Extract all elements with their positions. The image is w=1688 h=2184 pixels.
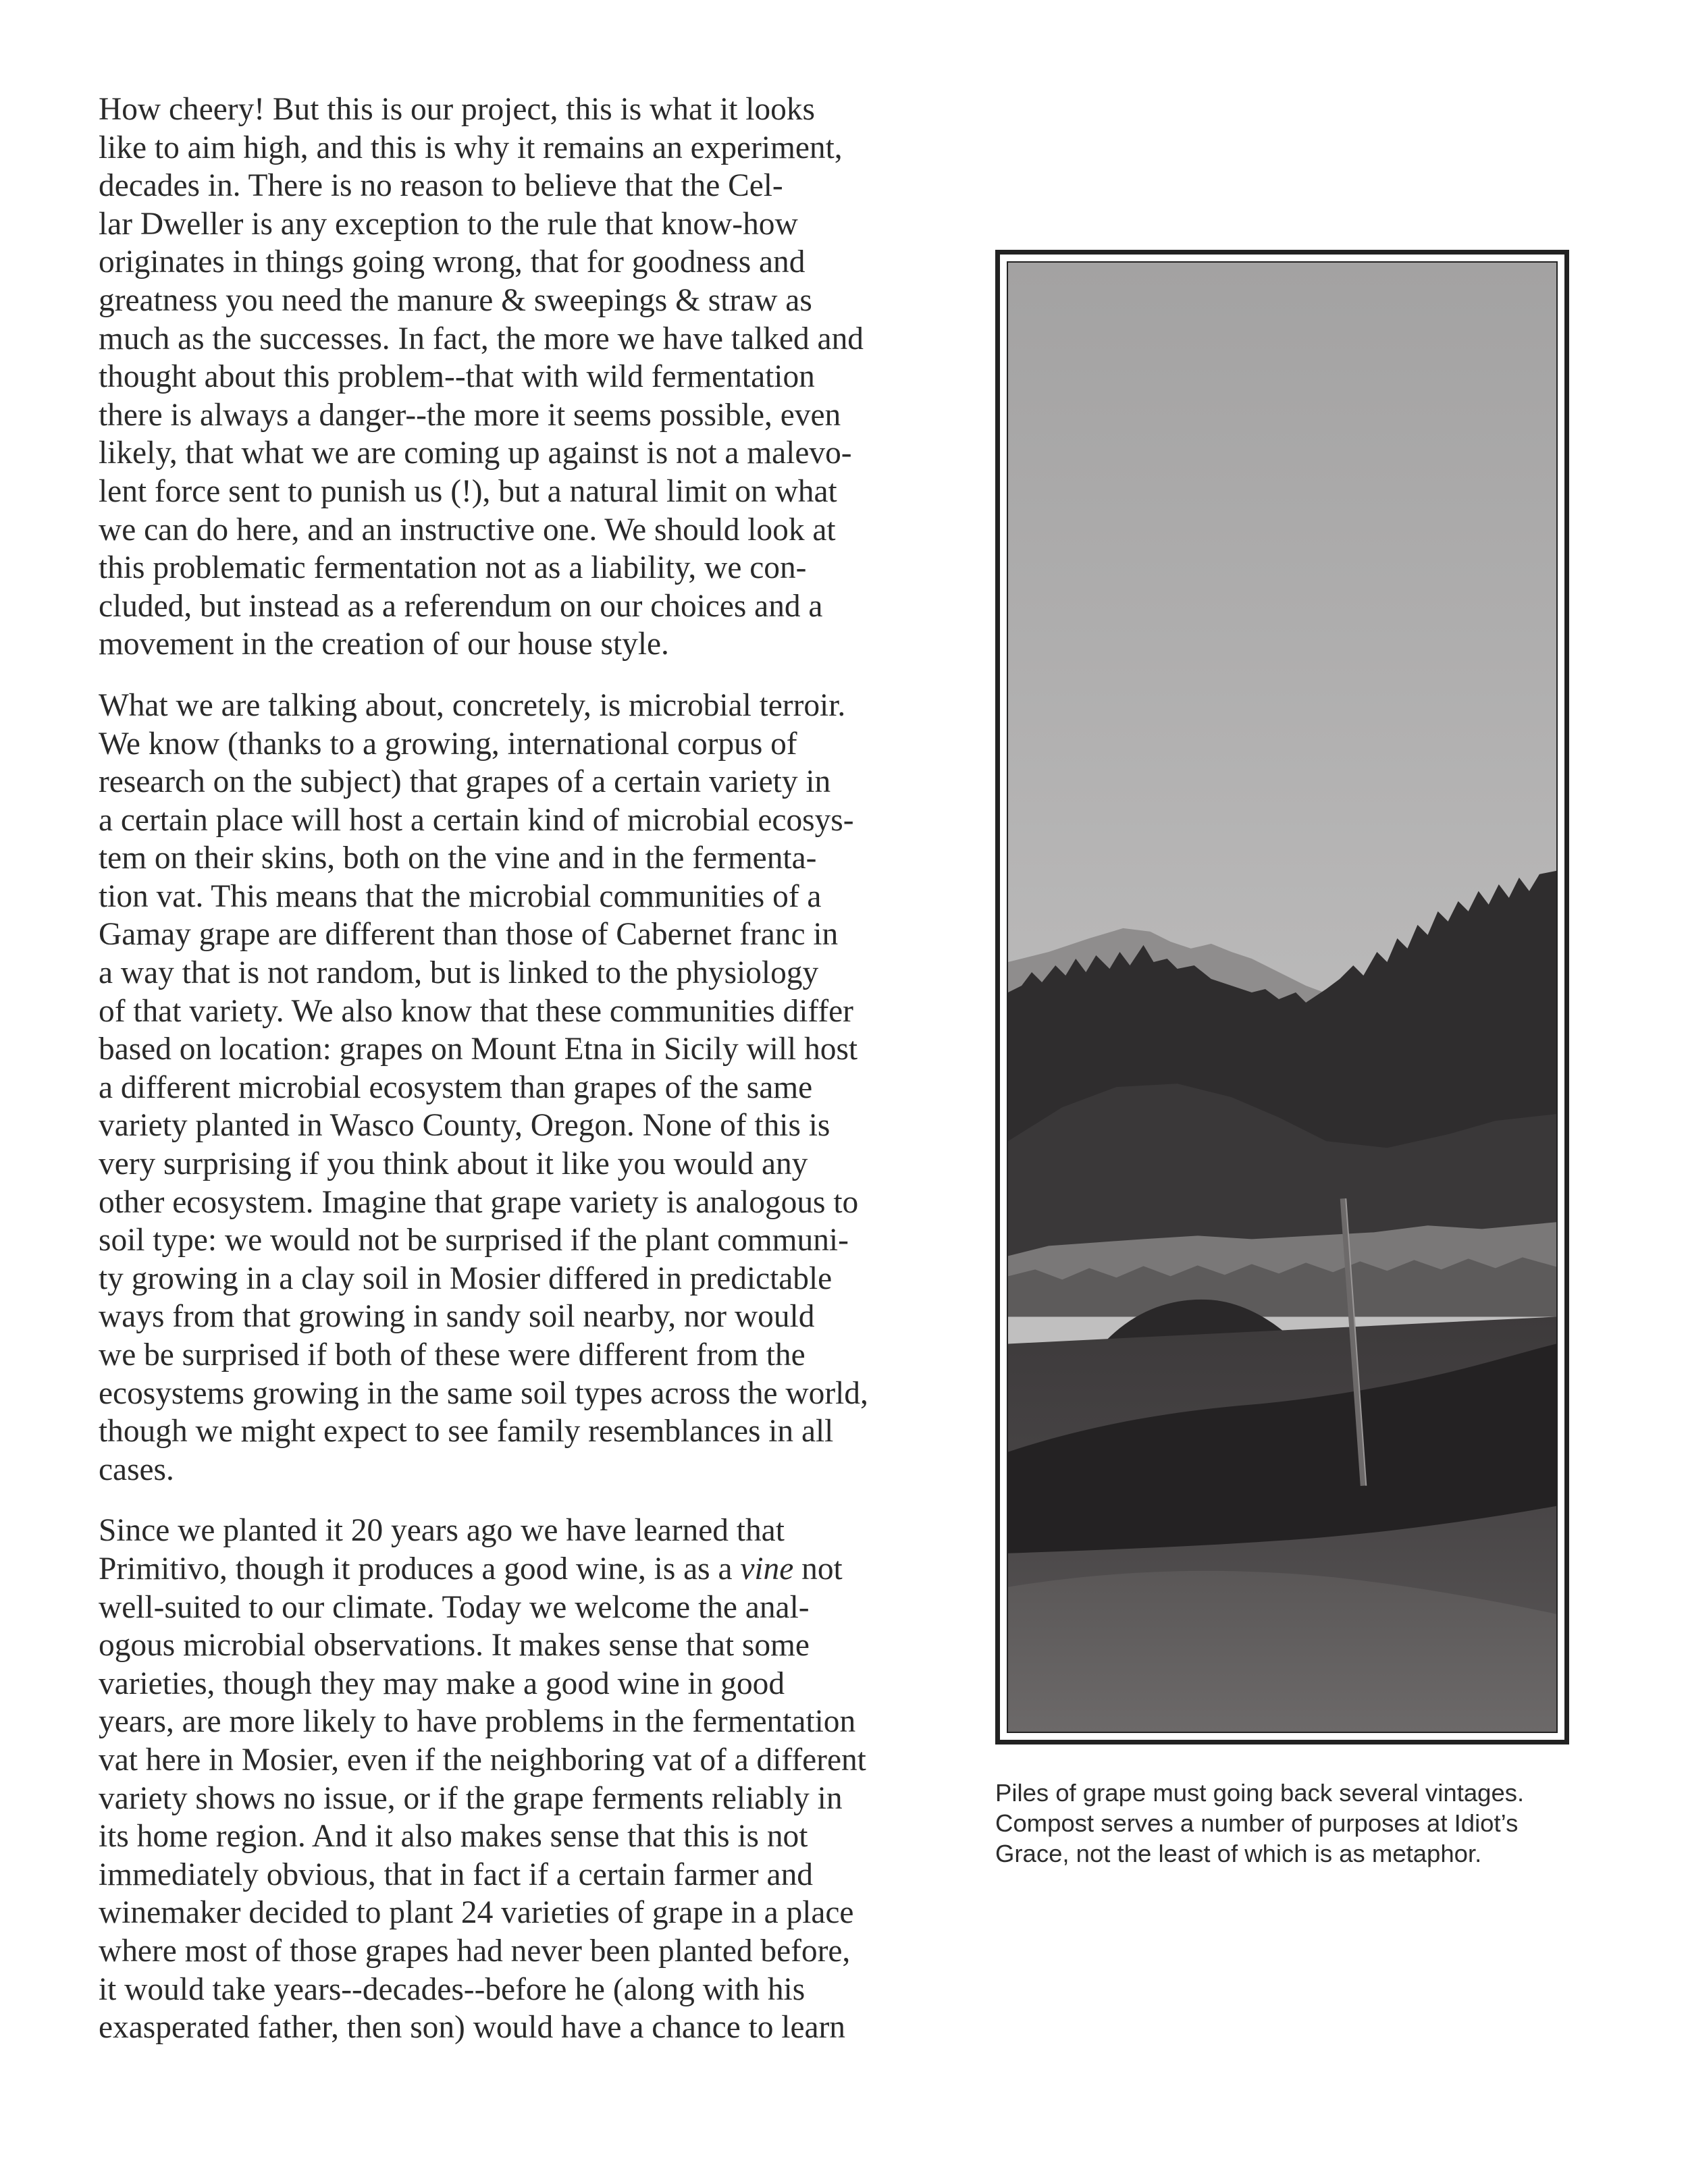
text-line: variety shows no issue, or if the grape ferments reliably in	[99, 1780, 843, 1816]
text-line: thought about this problem--that with wild fermentation	[99, 359, 815, 395]
text-line: soil type: we would not be surprised if the plant communi-	[99, 1223, 849, 1258]
text-line: decades in. There is no reason to believe that the Cel-	[99, 168, 783, 204]
text-line: we be surprised if both of these were different from the	[99, 1337, 806, 1373]
text-line: How cheery! But this is our project, this is what it looks	[99, 92, 815, 127]
text-line: well-suited to our climate. Today we welcome the anal-	[99, 1589, 810, 1625]
text-line: we can do here, and an instructive one. We should look at	[99, 512, 836, 548]
text-line: very surprising if you think about it like you would any	[99, 1146, 808, 1182]
text-line: lar Dweller is any exception to the rule that know-how	[99, 206, 798, 242]
text-line: Gamay grape are different than those of Cabernet franc in	[99, 917, 839, 953]
text-line: ways from that growing in sandy soil nearby, nor would	[99, 1299, 815, 1335]
text-line: tion vat. This means that the microbial communities of a	[99, 878, 822, 914]
text-line: varieties, though they may make a good wine in good	[99, 1666, 785, 1701]
text-line: it would take years--decades--before he (along with his	[99, 1971, 806, 2007]
text-line: based on location: grapes on Mount Etna in Sicily will host	[99, 1032, 858, 1067]
text-line: exasperated father, then son) would have a chance to learn	[99, 2010, 845, 2046]
text-line: ty growing in a clay soil in Mosier differed in predictable	[99, 1260, 833, 1296]
caption-line: Grace, not the least of which is as metaphor.	[995, 1840, 1482, 1867]
text-line: ogous microbial observations. It makes sense that some	[99, 1628, 810, 1663]
caption-line: Piles of grape must going back several vintages.	[995, 1779, 1525, 1807]
photo	[1007, 261, 1558, 1733]
text-line: variety planted in Wasco County, Oregon. None of this is	[99, 1108, 830, 1144]
paragraph-2	[99, 687, 956, 1489]
text-line: a certain place will host a certain kind of microbial ecosys-	[99, 802, 854, 838]
italic-word: vine	[740, 1551, 794, 1587]
text-line: Since we planted it 20 years ago we have learned that	[99, 1513, 785, 1549]
text-line: this problematic fermentation not as a liability, we con-	[99, 550, 807, 586]
photo-caption	[995, 1778, 1603, 1869]
text-line: of that variety. We also know that these communities differ	[99, 993, 853, 1029]
paragraph-3	[99, 1512, 956, 2046]
text-line: ecosystems growing in the same soil types across the world,	[99, 1375, 868, 1411]
text-line: where most of those grapes had never been planted before,	[99, 1933, 851, 1969]
text-line: cluded, but instead as a referendum on our choices and a	[99, 588, 823, 624]
body-text	[99, 90, 956, 2070]
paragraph-1	[99, 90, 956, 664]
text-line: cases.	[99, 1451, 174, 1487]
text-line: a different microbial ecosystem than grapes of the same	[99, 1069, 813, 1105]
text-line: years, are more likely to have problems in the fermentation	[99, 1704, 856, 1740]
text-line: much as the successes. In fact, the more we have talked and	[99, 321, 864, 356]
text-line: its home region. And it also makes sense that this is not	[99, 1819, 808, 1855]
text-line: likely, that what we are coming up against is not a malevo-	[99, 435, 852, 471]
photo-frame	[995, 250, 1569, 1744]
text-line: tem on their skins, both on the vine and in the fermenta-	[99, 841, 817, 876]
vineyard-compost-photo	[1008, 263, 1556, 1732]
text-line: immediately obvious, that in fact if a certain farmer and	[99, 1857, 813, 1892]
text-segment: Primitivo, though it produces a good wine, is as a	[99, 1551, 741, 1587]
text-line: other ecosystem. Imagine that grape variety is analogous to	[99, 1184, 859, 1220]
text-line: though we might expect to see family resemblances in all	[99, 1414, 834, 1449]
text-line: originates in things going wrong, that for goodness and	[99, 244, 806, 280]
text-line: What we are talking about, concretely, is microbial terroir.	[99, 687, 846, 723]
text-line: movement in the creation of our house style.	[99, 627, 669, 662]
text-line: winemaker decided to plant 24 varieties of grape in a place	[99, 1895, 854, 1931]
text-line: a way that is not random, but is linked to the physiology	[99, 955, 819, 991]
text-segment: not	[793, 1551, 843, 1587]
text-line: like to aim high, and this is why it remains an experiment,	[99, 130, 843, 165]
text-line: vat here in Mosier, even if the neighboring vat of a different	[99, 1742, 866, 1778]
text-line: there is always a danger--the more it seems possible, even	[99, 397, 841, 433]
text-line: greatness you need the manure & sweepings & straw as	[99, 282, 812, 318]
caption-line: Compost serves a number of purposes at Idiot’s	[995, 1809, 1519, 1837]
text-line: We know (thanks to a growing, international corpus of	[99, 726, 797, 762]
text-line: lent force sent to punish us (!), but a natural limit on what	[99, 473, 837, 509]
text-line: research on the subject) that grapes of a certain variety in	[99, 764, 831, 800]
text-line-with-italic	[99, 1550, 956, 1589]
